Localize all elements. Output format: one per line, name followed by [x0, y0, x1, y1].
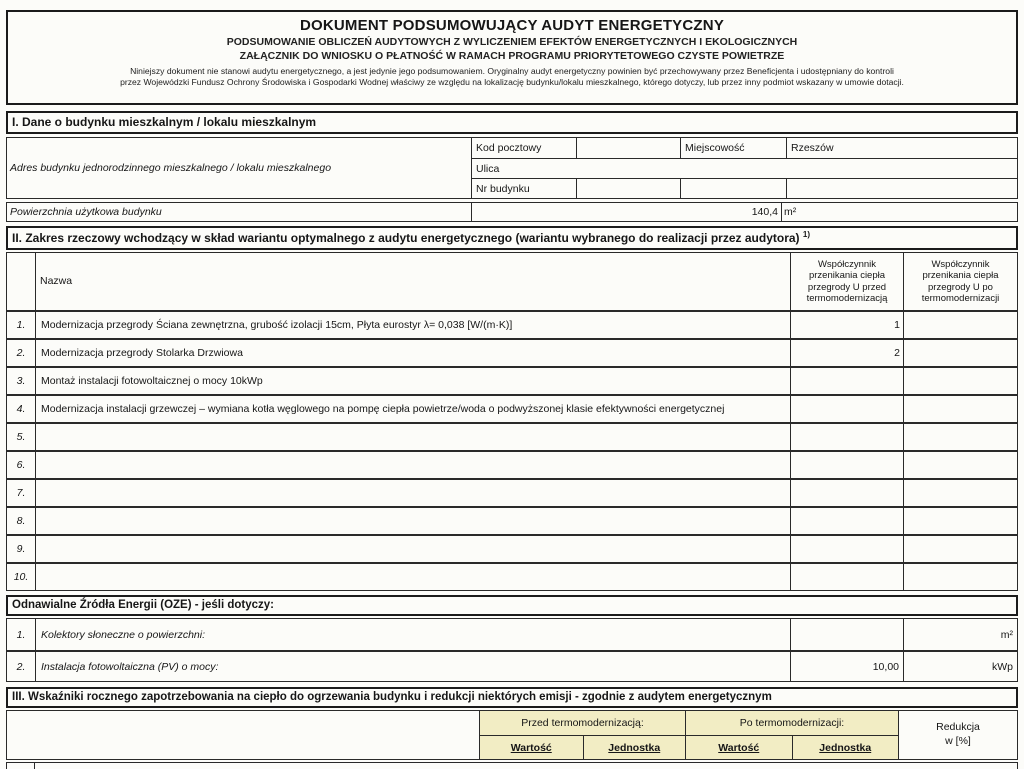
scope-row-number: 4.	[16, 403, 26, 415]
scope-row-name: Montaż instalacji fotowoltaicznej o mocy 10kWp	[35, 368, 790, 394]
scope-row-u-before	[790, 536, 903, 562]
scope-row-5	[7, 422, 1017, 450]
section-2-title	[6, 226, 1018, 250]
street-label: Ulica	[476, 162, 500, 175]
scope-table-header	[7, 253, 1017, 310]
building-number-label: Nr budynku	[476, 182, 530, 195]
scope-row-u-after	[903, 564, 1017, 590]
oze-row-number: 2.	[16, 660, 26, 673]
scope-row-number: 3.	[16, 375, 26, 387]
scope-col-u-after: Współczynnik przenikania ciepła przegrody U po termomodernizacji	[903, 253, 1017, 310]
scope-row-name: Modernizacja przegrody Stolarka Drzwiowa	[35, 340, 790, 366]
oze-row-number: 1.	[16, 628, 26, 641]
disclaimer-line-2: przez Wojewódzki Fundusz Ochrony Środowiska i Gospodarki Wodnej właściwy ze względu na lokalizację budynku/lokalu mieszkalnego, którego dotyczy, lub przez inny podmiot wskazany w umowie dotacji.	[120, 77, 904, 88]
oze-title: Odnawialne Źródła Energii (OZE) - jeśli dotyczy:	[6, 595, 1018, 616]
scope-row-10	[7, 562, 1017, 590]
scope-row-u-after	[903, 368, 1017, 394]
oze-row-unit: m²	[903, 619, 1017, 650]
scope-row-number: 10.	[13, 571, 29, 583]
after-value-label: Wartość	[685, 736, 791, 760]
before-modernization-label: Przed termomodernizacją:	[521, 717, 644, 729]
usable-area-value: 140,4	[471, 203, 781, 221]
address-fields	[471, 138, 1017, 198]
scope-row-number: 8.	[16, 515, 26, 527]
after-unit-label: Jednostka	[792, 736, 898, 760]
reduction-header-cell	[899, 711, 1017, 759]
oze-table	[6, 618, 1018, 682]
scope-row-name: Modernizacja instalacji grzewczej – wymiana kotła węglowego na pompę ciepła powietrze/woda o podwyższonej klasie efektywności energetycznej	[35, 396, 790, 422]
usable-area-label: Powierzchnia użytkowa budynku	[10, 206, 162, 218]
oze-row-name: Kolektory słoneczne o powierzchni:	[35, 619, 790, 650]
scope-row-number: 5.	[16, 431, 26, 443]
oze-row-1	[7, 619, 1017, 650]
indicators-subheader-row	[480, 736, 898, 760]
scope-row-u-after	[903, 508, 1017, 534]
scope-row-7	[7, 478, 1017, 506]
scope-row-u-before	[790, 424, 903, 450]
scope-row-number: 9.	[16, 543, 26, 555]
scope-row-number: 1.	[16, 319, 26, 331]
indicators-header-table	[6, 710, 1018, 760]
section-2-title-text: II. Zakres rzeczowy wchodzący w skład wariantu optymalnego z audytu energetycznego (wariantu wybranego do realizacji przez audytora)	[12, 231, 800, 245]
address-table	[6, 137, 1018, 199]
oze-row-2	[7, 650, 1017, 681]
scope-row-name	[35, 536, 790, 562]
indicators-partial-row	[6, 762, 1018, 769]
address-label: Adres budynku jednorodzinnego mieszkalnego / lokalu mieszkalnego	[10, 162, 332, 174]
scope-row-4	[7, 394, 1017, 422]
usable-area-row	[6, 202, 1018, 222]
scope-row-number: 7.	[16, 487, 26, 499]
scope-row-u-after	[903, 480, 1017, 506]
oze-row-name: Instalacja fotowoltaiczna (PV) o mocy:	[35, 652, 790, 681]
building-number-field	[576, 179, 680, 198]
scope-row-u-after	[903, 424, 1017, 450]
scope-row-number: 2.	[16, 347, 26, 359]
scope-row-name	[35, 452, 790, 478]
disclaimer-line-1: Niniejszy dokument nie stanowi audytu energetycznego, a jest jedynie jego podsumowaniem. Oryginalny audyt energetyczny powinien być przechowywany przez Beneficjenta i udostępniany do kontroli	[130, 66, 894, 76]
scope-row-u-before	[790, 452, 903, 478]
before-value-label: Wartość	[510, 742, 552, 754]
scope-col-name: Nazwa	[35, 253, 790, 310]
scope-row-u-after	[903, 452, 1017, 478]
building-number-field-2	[680, 179, 786, 198]
scope-col-number	[7, 253, 35, 310]
document-header	[6, 10, 1018, 105]
scope-row-2	[7, 338, 1017, 366]
scope-row-6	[7, 450, 1017, 478]
scope-row-name	[35, 564, 790, 590]
city-label: Miejscowość	[680, 138, 786, 158]
document-title: DOKUMENT PODSUMOWUJĄCY AUDYT ENERGETYCZNY	[299, 17, 725, 34]
scope-row-3	[7, 366, 1017, 394]
indicators-header-empty-cell	[7, 711, 479, 759]
scope-row-name	[35, 424, 790, 450]
scope-row-u-before	[790, 508, 903, 534]
postal-code-label: Kod pocztowy	[476, 142, 542, 154]
section-2-footnote-marker: 1)	[802, 230, 811, 239]
scope-row-u-before	[790, 368, 903, 394]
scope-row-name: Modernizacja przegrody Ściana zewnętrzna, grubość izolacji 15cm, Płyta eurostyr λ= 0,038 [W/(m·K)]	[35, 312, 790, 338]
city-field: Rzeszów	[786, 138, 1017, 158]
building-number-field-3	[786, 179, 1017, 198]
indicators-group-row	[480, 711, 898, 736]
scope-row-name	[35, 508, 790, 534]
scope-row-u-after	[903, 396, 1017, 422]
scope-row-u-after	[903, 536, 1017, 562]
postal-code-field	[576, 138, 680, 158]
street-row	[472, 158, 1017, 178]
scope-row-1	[7, 310, 1017, 338]
after-modernization-label: Po termomodernizacji:	[685, 711, 898, 735]
scope-row-u-after	[903, 340, 1017, 366]
reduction-unit-label: w [%]	[945, 735, 971, 747]
scope-row-u-before	[790, 396, 903, 422]
scope-row-u-before: 2	[790, 340, 903, 366]
scope-row-u-before	[790, 564, 903, 590]
scope-row-u-after	[903, 312, 1017, 338]
oze-row-value	[790, 619, 903, 650]
scope-row-name	[35, 480, 790, 506]
postal-code-row	[472, 138, 1017, 158]
reduction-label: Redukcja	[936, 721, 980, 734]
indicators-header-groups	[479, 711, 899, 759]
scope-row-number: 6.	[16, 459, 26, 471]
usable-area-unit: m²	[781, 203, 1017, 221]
oze-row-value: 10,00	[790, 652, 903, 681]
document-subtitle-1: PODSUMOWANIE OBLICZEŃ AUDYTOWYCH Z WYLICZENIEM EFEKTÓW ENERGETYCZNYCH I EKOLOGICZNYCH	[226, 36, 798, 48]
document-subtitle-2: ZAŁĄCZNIK DO WNIOSKU O PŁATNOŚĆ W RAMACH PROGRAMU PRIORYTETOWEGO CZYSTE POWIETRZE	[239, 50, 785, 62]
scope-row-9	[7, 534, 1017, 562]
before-unit-label: Jednostka	[583, 736, 686, 760]
scope-col-u-before: Współczynnik przenikania ciepła przegrody U przed termomodernizacją	[790, 253, 903, 310]
oze-row-unit: kWp	[903, 652, 1017, 681]
section-3-title: III. Wskaźniki rocznego zapotrzebowania na ciepło do ogrzewania budynku i redukcji niektórych emisji - zgodnie z audytem energetycznym	[6, 687, 1018, 708]
scope-row-u-before	[790, 480, 903, 506]
document-content	[6, 10, 1018, 769]
scope-row-u-before: 1	[790, 312, 903, 338]
building-number-row	[472, 178, 1017, 198]
scope-row-8	[7, 506, 1017, 534]
section-1-title: I. Dane o budynku mieszkalnym / lokalu mieszkalnym	[6, 111, 1018, 134]
scope-table	[6, 252, 1018, 591]
indicators-partial-number-cell	[7, 763, 35, 769]
